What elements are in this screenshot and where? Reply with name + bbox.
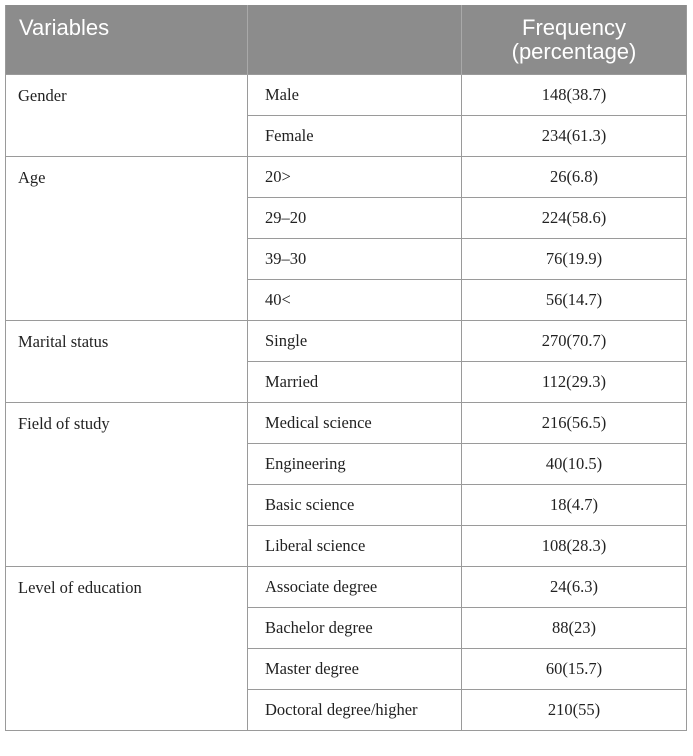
header-frequency-line2: (percentage): [511, 39, 637, 64]
subcategory-cell: Male: [248, 74, 462, 115]
header-frequency: [462, 5, 687, 74]
header-subcategory: [248, 5, 462, 74]
group-label: Level of education: [6, 566, 248, 730]
subcategory-cell: Bachelor degree: [248, 607, 462, 648]
subcategory-cell: Medical science: [248, 402, 462, 443]
frequency-cell: 56(14.7): [462, 279, 687, 320]
header-row: [6, 5, 687, 74]
subcategory-cell: Engineering: [248, 443, 462, 484]
subcategory-cell: 39–30: [248, 238, 462, 279]
table-header: [6, 5, 687, 74]
subcategory-cell: Female: [248, 115, 462, 156]
subcategory-cell: Doctoral degree/higher: [248, 689, 462, 730]
table-row: [6, 74, 687, 115]
subcategory-cell: Married: [248, 361, 462, 402]
subcategory-cell: 40<: [248, 279, 462, 320]
frequency-cell: 108(28.3): [462, 525, 687, 566]
subcategory-cell: Associate degree: [248, 566, 462, 607]
frequency-cell: 24(6.3): [462, 566, 687, 607]
frequency-cell: 234(61.3): [462, 115, 687, 156]
frequency-cell: 112(29.3): [462, 361, 687, 402]
frequency-cell: 60(15.7): [462, 648, 687, 689]
frequency-cell: 224(58.6): [462, 197, 687, 238]
frequency-cell: 270(70.7): [462, 320, 687, 361]
frequency-cell: 40(10.5): [462, 443, 687, 484]
frequency-cell: 210(55): [462, 689, 687, 730]
group-label: Gender: [6, 74, 248, 156]
subcategory-cell: Master degree: [248, 648, 462, 689]
demographics-table-container: [5, 5, 686, 731]
table-row: [6, 320, 687, 361]
subcategory-cell: 20>: [248, 156, 462, 197]
frequency-cell: 76(19.9): [462, 238, 687, 279]
frequency-cell: 26(6.8): [462, 156, 687, 197]
demographics-table: [5, 5, 687, 731]
group-label: Field of study: [6, 402, 248, 566]
table-body: [6, 74, 687, 730]
table-row: [6, 156, 687, 197]
subcategory-cell: Single: [248, 320, 462, 361]
header-frequency-line1: Frequency: [522, 15, 626, 40]
frequency-cell: 216(56.5): [462, 402, 687, 443]
table-row: [6, 402, 687, 443]
subcategory-cell: Liberal science: [248, 525, 462, 566]
subcategory-cell: 29–20: [248, 197, 462, 238]
frequency-cell: 148(38.7): [462, 74, 687, 115]
frequency-cell: 88(23): [462, 607, 687, 648]
frequency-cell: 18(4.7): [462, 484, 687, 525]
table-row: [6, 566, 687, 607]
subcategory-cell: Basic science: [248, 484, 462, 525]
group-label: Marital status: [6, 320, 248, 402]
group-label: Age: [6, 156, 248, 320]
header-variables: Variables: [6, 5, 248, 74]
